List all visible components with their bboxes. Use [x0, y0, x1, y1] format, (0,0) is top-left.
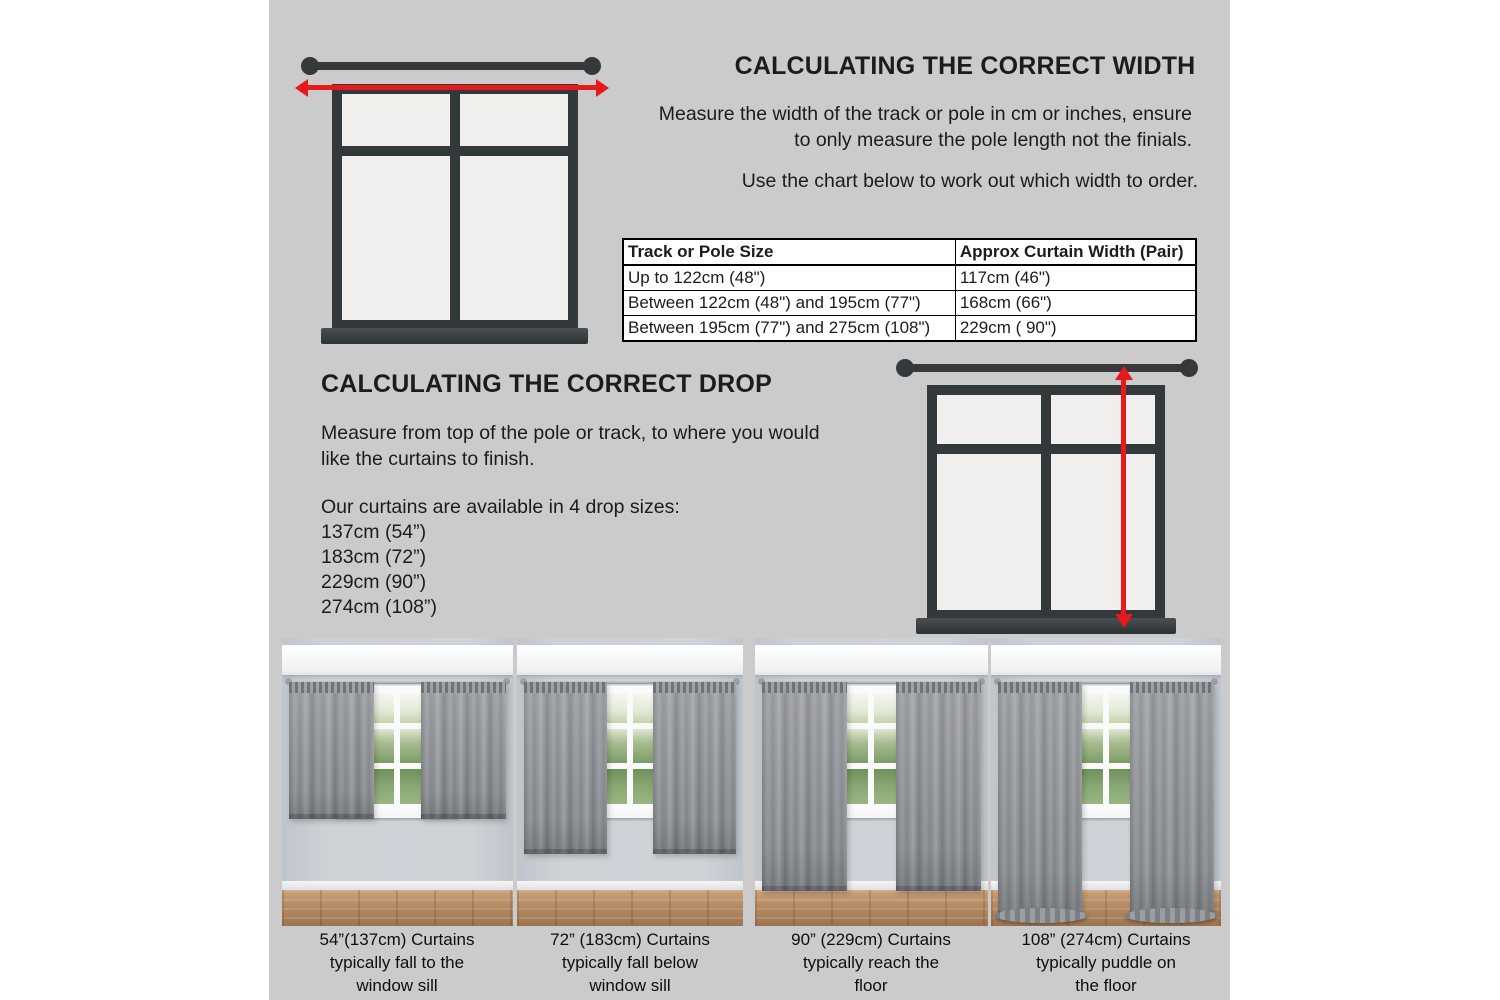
photo-curtains-54in: [282, 638, 513, 926]
table-row: [623, 316, 1196, 342]
pole-finial-right: [583, 57, 601, 75]
window-pane: [937, 395, 1041, 444]
wood-floor: [282, 890, 513, 926]
curtain-right: [896, 682, 981, 891]
window-pane: [460, 94, 568, 146]
curtain-right: [1130, 682, 1214, 915]
curtain-left: [998, 682, 1082, 915]
drop-instructions: [321, 420, 881, 472]
drop-measure-arrow: [1121, 378, 1126, 616]
wood-floor: [517, 890, 743, 926]
curtain-left: [524, 682, 606, 853]
table-cell: 168cm (66"): [955, 291, 1196, 316]
table-row: [623, 265, 1196, 291]
caption-line: the floor: [1075, 976, 1137, 995]
curtain-pole-illustration: [310, 62, 592, 70]
photo-caption-72in: [495, 928, 765, 997]
ceiling: [517, 645, 743, 675]
table-cell: 229cm ( 90"): [955, 316, 1196, 342]
caption-line: window sill: [356, 976, 438, 995]
caption-line: 72” (183cm) Curtains: [550, 930, 710, 949]
ceiling: [282, 645, 513, 675]
photo-curtains-72in: [517, 638, 743, 926]
caption-line: typically reach the: [802, 953, 940, 972]
photo-caption-108in: [971, 928, 1241, 997]
arrow-head-right-icon: [596, 79, 609, 97]
caption-line: typically fall to the: [329, 953, 465, 972]
photo-caption-90in: [736, 928, 1006, 997]
caption-line: floor: [854, 976, 888, 995]
photo-curtains-108in: [991, 638, 1221, 926]
drop-size-item: 229cm (90”): [321, 571, 427, 593]
caption-line: typically fall below: [561, 953, 699, 972]
table-cell: 117cm (46"): [955, 265, 1196, 291]
table-header-curtain-width: Approx Curtain Width (Pair): [955, 239, 1196, 265]
window-pane: [342, 156, 450, 320]
pole-finial-right: [1180, 359, 1198, 377]
drop-instructions-line1: Measure from top of the pole or track, to where you would: [321, 422, 820, 444]
window-pane: [1051, 454, 1155, 610]
curtain-puddle-right: [1125, 908, 1217, 922]
table-header-row: [623, 239, 1196, 265]
table-cell: Up to 122cm (48"): [623, 265, 955, 291]
photo-curtains-90in: [755, 638, 988, 926]
curtain-puddle-left: [995, 908, 1087, 922]
width-chart-hint: [600, 168, 1198, 194]
window-pane: [460, 156, 568, 320]
curtain-size-table: [622, 238, 1197, 342]
width-instructions-line2: to only measure the pole length not the finials.: [794, 129, 1192, 151]
window-illustration: [332, 84, 578, 330]
photo-caption-54in: [262, 928, 532, 997]
window-sill: [916, 618, 1176, 634]
drop-section-title: CALCULATING THE CORRECT DROP: [321, 370, 772, 398]
curtain-left: [762, 682, 847, 891]
caption-line: 90” (229cm) Curtains: [791, 930, 951, 949]
window-illustration: [927, 385, 1165, 620]
window-pane: [342, 94, 450, 146]
window-pane: [937, 454, 1041, 610]
curtain-right: [421, 682, 505, 819]
table-cell: Between 122cm (48") and 195cm (77"): [623, 291, 955, 316]
pole-finial-left: [896, 359, 914, 377]
width-chart-hint-line: Use the chart below to work out which width to order.: [741, 170, 1198, 192]
pole-finial-left: [301, 57, 319, 75]
width-section-title: CALCULATING THE CORRECT WIDTH: [734, 52, 1196, 80]
ceiling: [991, 645, 1221, 675]
width-instructions-line1: Measure the width of the track or pole in cm or inches, ensure: [658, 103, 1192, 125]
drop-sizes-list: [321, 495, 881, 620]
skirting-board: [282, 881, 513, 890]
caption-line: 108” (274cm) Curtains: [1021, 930, 1191, 949]
caption-line: 54”(137cm) Curtains: [319, 930, 475, 949]
table-header-pole-size: Track or Pole Size: [623, 239, 955, 265]
window-sill: [321, 328, 588, 344]
caption-line: window sill: [589, 976, 671, 995]
curtain-left: [289, 682, 373, 819]
width-measure-arrow: [306, 85, 598, 90]
drop-size-item: 274cm (108”): [321, 596, 437, 618]
arrow-head-down-icon: [1115, 614, 1133, 628]
caption-line: typically puddle on: [1036, 953, 1176, 972]
drop-size-item: 137cm (54”): [321, 521, 427, 543]
arrow-head-up-icon: [1115, 366, 1133, 380]
curtain-right: [653, 682, 735, 853]
table-row: [623, 291, 1196, 316]
curtain-pole-illustration: [907, 364, 1185, 372]
window-pane: [1051, 395, 1155, 444]
skirting-board: [517, 881, 743, 890]
arrow-head-left-icon: [295, 79, 308, 97]
drop-size-item: 183cm (72”): [321, 546, 427, 568]
table-cell: Between 195cm (77") and 275cm (108"): [623, 316, 955, 342]
drop-sizes-intro: Our curtains are available in 4 drop sizes:: [321, 496, 680, 518]
ceiling: [755, 645, 988, 675]
width-instructions: [600, 101, 1192, 153]
drop-instructions-line2: like the curtains to finish.: [321, 448, 535, 470]
wood-floor: [755, 890, 988, 926]
